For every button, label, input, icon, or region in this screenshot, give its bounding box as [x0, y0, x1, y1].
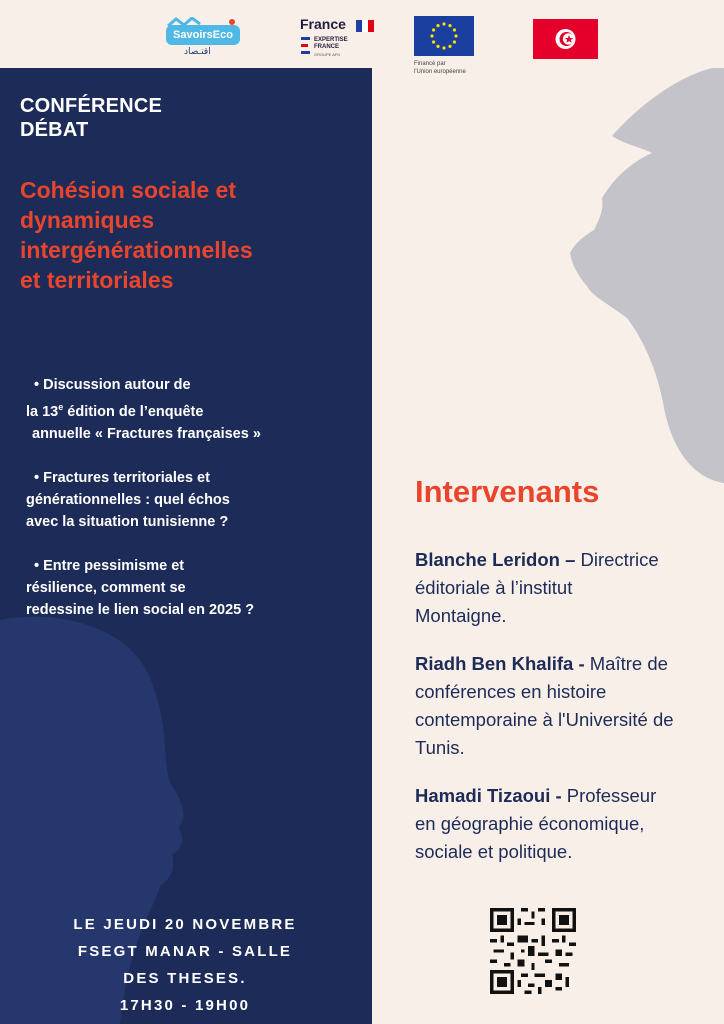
speakers-heading: Intervenants [415, 474, 600, 509]
savoirseco-arabic-wordmark: اقتـصاد [184, 47, 211, 57]
event-title: Cohésion sociale et dynamiques intergénérationnelles et territoriales [20, 177, 253, 293]
expertise-france-logo [300, 16, 380, 60]
france-wordmark: France [300, 16, 346, 32]
event-date-venue: LE JEUDI 20 NOVEMBRE FSEGT MANAR - SALLE DES THESES. 17H30 - 19H00 [73, 916, 297, 1014]
topic-item: • Fractures territoriales et générationnelles : quel échos avec la situation tunisienne ? [26, 469, 230, 530]
logo-bar [0, 0, 724, 75]
french-flag-icon [356, 20, 374, 32]
topic-item: • Discussion autour de la 13e édition de l’enquête annuelle « Fractures françaises » [26, 377, 261, 442]
savoirseco-logo [166, 17, 240, 61]
speaker-item: Hamadi Tizaoui - Professeur en géographie économique, sociale et politique. [415, 785, 657, 862]
eu-flag-icon [414, 16, 474, 56]
qr-code-icon[interactable] [490, 908, 576, 994]
eu-funding-caption: Financé par l'Union européenne [414, 61, 466, 75]
speaker-item: Riadh Ben Khalifa - Maître de conférences en histoire contemporaine à l'Université de Tunis. [415, 653, 674, 758]
speaker-item: Blanche Leridon – Directrice éditoriale à l’institut Montaigne. [415, 549, 659, 626]
expertise-france-mark-icon [301, 37, 310, 55]
topic-item: • Entre pessimisme et résilience, comment se redessine le lien social en 2025 ? [26, 557, 255, 618]
event-type-heading: CONFÉRENCE DÉBAT [20, 95, 163, 141]
groupe-afd-text: GROUPE AFD [314, 52, 341, 57]
expertise-france-text: EXPERTISE FRANCE [314, 37, 348, 50]
savoirseco-wordmark: SavoirsEco [166, 25, 240, 45]
speaker-list [415, 546, 710, 886]
tunisia-flag-icon [533, 19, 598, 59]
topic-list [26, 374, 346, 643]
